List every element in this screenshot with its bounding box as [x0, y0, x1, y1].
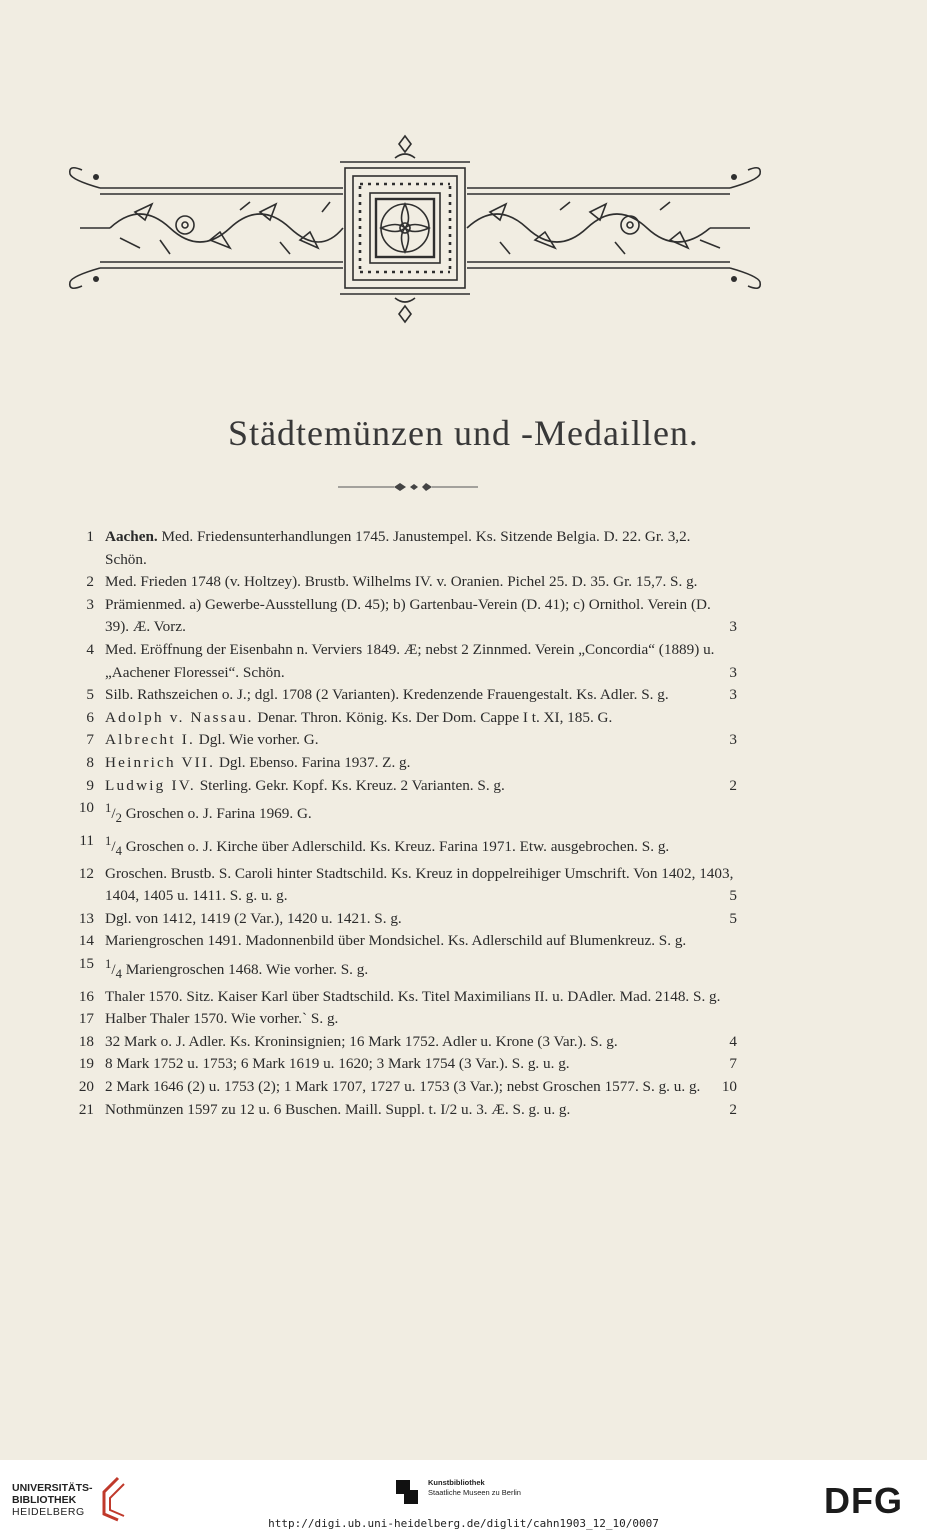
- entry-price: 3: [729, 663, 737, 681]
- kb-title: Kunstbibliothek: [428, 1478, 485, 1487]
- kunstbibliothek-text: [428, 1478, 521, 1498]
- entry-number: 6: [86, 708, 94, 726]
- entry-number: 15: [78, 954, 94, 972]
- catalogue-entry: [0, 953, 927, 986]
- library-line: BIBLIOTHEK: [12, 1494, 77, 1506]
- entry-price: 5: [729, 909, 737, 927]
- catalogue-entry: [0, 1076, 927, 1099]
- catalogue-entry: [0, 729, 927, 752]
- entry-number: 13: [78, 909, 94, 927]
- catalogue-entry: [0, 526, 927, 571]
- catalogue-entry: [0, 1099, 927, 1122]
- entry-text: Med. Frieden 1748 (v. Holtzey). Brustb. Wilhelms IV. v. Oranien. Pichel 25. D. 35. Gr. 15,7. S. g.: [105, 573, 698, 591]
- catalogue-entry: [0, 775, 927, 798]
- kb-subtitle: Staatliche Museen zu Berlin: [428, 1488, 521, 1497]
- entry-number: 20: [78, 1077, 94, 1095]
- entry-number: 19: [78, 1055, 94, 1073]
- entry-price: 3: [729, 686, 737, 704]
- entry-text: 2 Mark 1646 (2) u. 1753 (2); 1 Mark 1707, 1727 u. 1753 (3 Var.); nebst Groschen 1577. S. g. u. g.: [105, 1077, 701, 1095]
- entry-price: 3: [729, 618, 737, 636]
- page-title: Städtemünzen und -Medaillen.: [228, 413, 699, 453]
- entry-text: Ludwig IV. Sterling. Gekr. Kopf. Ks. Kreuz. 2 Varianten. S. g.: [105, 776, 505, 794]
- entry-text: Thaler 1570. Sitz. Kaiser Karl über Stadtschild. Ks. Titel Maximilians II. u. DAdler. Mad. 2148. S. g.: [105, 987, 721, 1005]
- entry-number: 14: [78, 932, 94, 950]
- catalogue-list: [0, 526, 927, 1121]
- kunstbibliothek-logo-icon: [394, 1478, 420, 1506]
- title-divider: [338, 480, 478, 494]
- entry-number: 8: [86, 753, 94, 771]
- entry-price: 5: [729, 887, 737, 905]
- catalogue-entry: [0, 797, 927, 830]
- entry-number: 2: [86, 573, 94, 591]
- library-line: HEIDELBERG: [12, 1506, 85, 1518]
- dfg-logo: DFG: [824, 1480, 903, 1521]
- entry-number: 3: [86, 595, 94, 613]
- entry-number: 4: [86, 640, 94, 658]
- catalogue-entry: [0, 571, 927, 594]
- entry-text: 8 Mark 1752 u. 1753; 6 Mark 1619 u. 1620; 3 Mark 1754 (3 Var.). S. g. u. g.: [105, 1055, 570, 1073]
- entry-text: 32 Mark o. J. Adler. Ks. Kroninsignien; 16 Mark 1752. Adler u. Krone (3 Var.). S. g.: [105, 1032, 618, 1050]
- catalogue-entry: [0, 1031, 927, 1054]
- catalogue-entry: [0, 752, 927, 775]
- entry-number: 5: [86, 686, 94, 704]
- entry-text: Heinrich VII. Dgl. Ebenso. Farina 1937. Z. g.: [105, 753, 411, 771]
- entry-price: 2: [729, 776, 737, 794]
- entry-price: 2: [729, 1100, 737, 1118]
- entry-number: 12: [78, 864, 94, 882]
- catalogue-entry: [0, 863, 927, 908]
- entry-number: 17: [78, 1010, 94, 1028]
- catalogue-entry: [0, 830, 927, 863]
- catalogue-entry: [0, 1008, 927, 1031]
- catalogue-entry: [0, 684, 927, 707]
- entry-number: 21: [78, 1100, 94, 1118]
- entry-number: 7: [86, 731, 94, 749]
- header-ornament: [60, 130, 770, 330]
- entry-text: Nothmünzen 1597 zu 12 u. 6 Buschen. Maill. Suppl. t. I/2 u. 3. Æ. S. g. u. g.: [105, 1100, 571, 1118]
- entry-text: Adolph v. Nassau. Denar. Thron. König. Ks. Der Dom. Cappe I t. XI, 185. G.: [105, 708, 613, 726]
- entry-text: $^1/_4$ Mariengroschen 1468. Wie vorher. S. g.: [105, 956, 369, 981]
- source-url[interactable]: http://digi.ub.uni-heidelberg.de/diglit/cahn1903_12_10/0007: [268, 1517, 659, 1530]
- entry-text: Prämienmed. a) Gewerbe-Ausstellung (D. 45); b) Gartenbau-Verein (D. 41); c) Ornithol. Verein (D. 39). Æ. Vorz.: [105, 595, 711, 636]
- catalogue-entry: [0, 1053, 927, 1076]
- entry-number: 18: [78, 1032, 94, 1050]
- entry-number: 16: [78, 987, 94, 1005]
- entry-text: Groschen. Brustb. S. Caroli hinter Stadtschild. Ks. Kreuz in doppelreihiger Umschrift. Von 1402, 1403, 1404, 1405 u. 1411. S. g. u. g.: [105, 864, 734, 905]
- library-line: UNIVERSITÄTS-: [12, 1482, 93, 1494]
- entry-price: 4: [729, 1032, 737, 1050]
- entry-text: $^1/_2$ Groschen o. J. Farina 1969. G.: [105, 801, 312, 826]
- entry-text: Silb. Rathszeichen o. J.; dgl. 1708 (2 Varianten). Kredenzende Frauengestalt. Ks. Adler. S. g.: [105, 686, 669, 704]
- catalogue-entry: [0, 930, 927, 953]
- entry-number: 9: [86, 776, 94, 794]
- entry-text: Mariengroschen 1491. Madonnenbild über Mondsichel. Ks. Adlerschild auf Blumenkreuz. S. g.: [105, 932, 687, 950]
- entry-number: 1: [86, 528, 94, 545]
- entry-price: 7: [729, 1055, 737, 1073]
- catalogue-entry: [0, 639, 927, 684]
- catalogue-entry: [0, 908, 927, 931]
- entry-number: 10: [78, 799, 94, 817]
- entry-text: $^1/_4$ Groschen o. J. Kirche über Adlerschild. Ks. Kreuz. Farina 1971. Etw. ausgebrochen. S. g.: [105, 833, 670, 858]
- catalogue-entry: [0, 707, 927, 730]
- entry-price: 10: [721, 1077, 737, 1095]
- catalogue-entry: [0, 594, 927, 639]
- entry-price: 3: [729, 731, 737, 749]
- entry-text: Dgl. von 1412, 1419 (2 Var.), 1420 u. 1421. S. g.: [105, 909, 402, 927]
- entry-text: Aachen. Med. Friedensunterhandlungen 1745. Janustempel. Ks. Sitzende Belgia. D. 22. Gr. 3,2. Schön.: [105, 528, 691, 568]
- library-name: [12, 1482, 93, 1518]
- entry-text: Albrecht I. Dgl. Wie vorher. G.: [105, 731, 319, 749]
- library-logo-icon: [96, 1476, 126, 1522]
- entry-text: Med. Eröffnung der Eisenbahn n. Verviers 1849. Æ; nebst 2 Zinnmed. Verein „Concordia“ (1889) u. „Aachener Floressei“. Schön.: [105, 640, 715, 681]
- catalogue-entry: [0, 986, 927, 1009]
- entry-text: Halber Thaler 1570. Wie vorher.` S. g.: [105, 1010, 339, 1028]
- entry-number: 11: [79, 831, 94, 849]
